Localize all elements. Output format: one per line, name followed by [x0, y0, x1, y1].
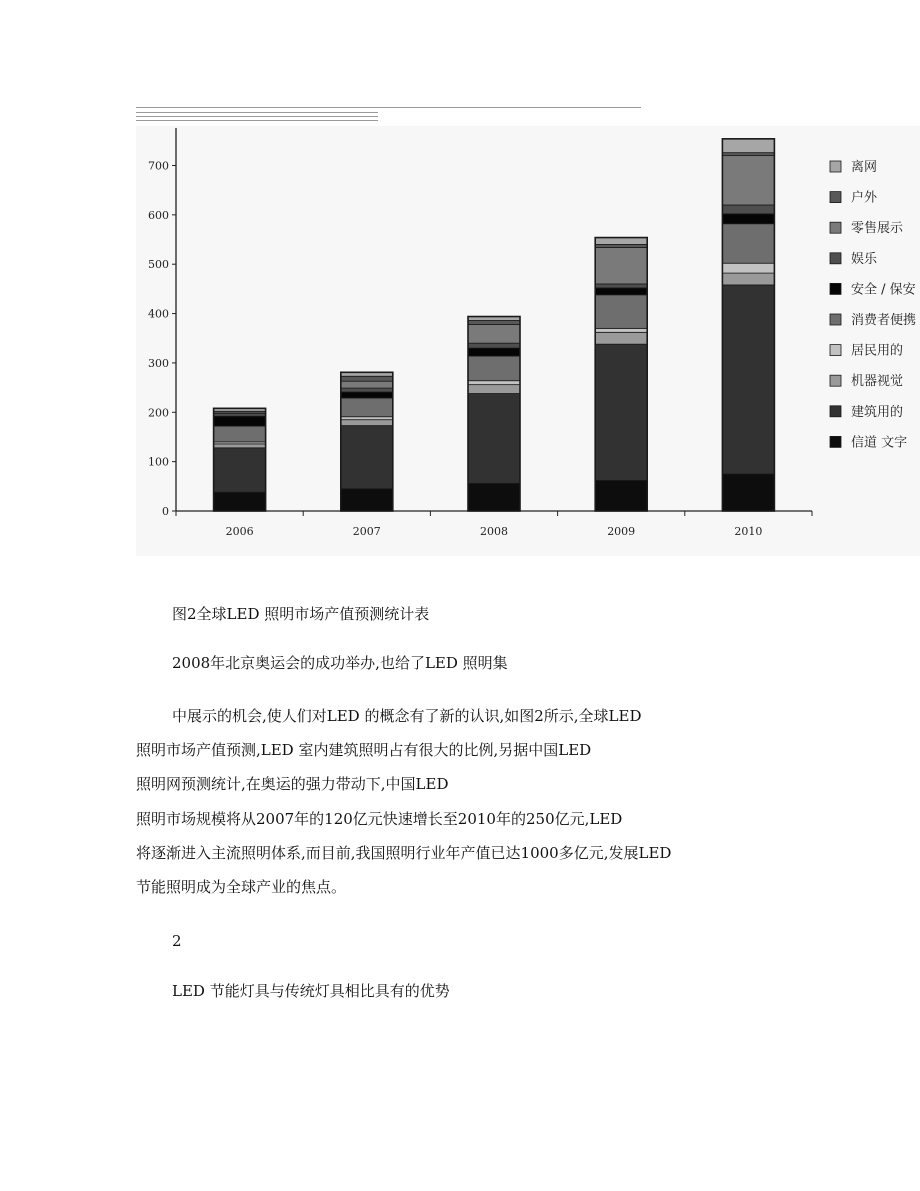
section-heading: LED 节能灯具与传统灯具相比具有的优势: [172, 982, 450, 1000]
legend-label: 安全 / 保安: [851, 282, 916, 298]
body-paragraph-line: 节能照明成为全球产业的焦点。: [136, 878, 347, 896]
bar-segment: [468, 320, 520, 324]
section-number: 2: [172, 932, 182, 950]
x-tick-label: 2009: [607, 525, 636, 538]
body-paragraph-line: 照明市场产值预测,LED 室内建筑照明占有很大的比例,另据中国LED: [136, 741, 592, 759]
bar-segment: [468, 324, 520, 343]
bar-segment: [722, 156, 774, 205]
body-paragraph-line: 照明市场规模将从2007年的120亿元快速增长至2010年的250亿元,LED: [136, 810, 623, 828]
legend-label: 娱乐: [851, 251, 878, 267]
legend-label: 建筑用的: [851, 404, 904, 420]
bar-segment: [468, 385, 520, 394]
bar-segment: [722, 214, 774, 224]
legend-label: 零售展示: [851, 221, 904, 237]
legend-swatch: [830, 253, 841, 264]
y-tick-label: 400: [148, 307, 169, 321]
bar-segment: [722, 224, 774, 263]
bar-segment: [468, 394, 520, 484]
x-tick-label: 2006: [225, 525, 254, 538]
legend-swatch: [830, 283, 841, 294]
legend-label: 机器视觉: [851, 374, 904, 390]
x-tick-label: 2010: [734, 525, 763, 538]
bar-segment: [595, 328, 647, 332]
bar-segment: [722, 474, 774, 511]
legend-swatch: [830, 314, 841, 325]
header-rule: [136, 112, 378, 113]
bar-segment: [341, 392, 393, 398]
bar-segment: [341, 420, 393, 426]
body-paragraph-line: 2008年北京奥运会的成功举办,也给了LED 照明集: [172, 654, 508, 672]
legend-label: 居民用的: [851, 343, 904, 359]
legend-label: 信道 文字: [851, 435, 908, 451]
bar-segment: [722, 273, 774, 285]
bar-segment: [468, 381, 520, 385]
y-tick-label: 100: [148, 455, 169, 469]
bar-segment: [341, 398, 393, 417]
legend-label: 离网: [851, 160, 878, 175]
y-tick-label: 700: [148, 159, 169, 173]
bar-segment: [595, 332, 647, 344]
legend-swatch: [830, 436, 841, 447]
bar-segment: [214, 444, 266, 448]
bar-segment: [595, 344, 647, 480]
bar-segment: [595, 480, 647, 511]
header-rule: [136, 116, 378, 117]
figure-caption: 图2全球LED 照明市场产值预测统计表: [172, 605, 430, 623]
bar-segment: [214, 492, 266, 511]
bar-segment: [341, 388, 393, 392]
body-paragraph-line: 照明网预测统计,在奥运的强力带动下,中国LED: [136, 775, 449, 793]
bar-segment: [341, 426, 393, 489]
bar-segment: [595, 247, 647, 284]
legend-swatch: [830, 161, 841, 172]
bar-segment: [468, 483, 520, 511]
y-tick-label: 200: [148, 406, 169, 420]
bar-segment: [722, 285, 774, 474]
header-rule: [136, 120, 378, 121]
bar-segment: [595, 288, 647, 295]
bar-segment: [468, 356, 520, 381]
bar-segment: [214, 426, 266, 442]
bar-segment: [722, 263, 774, 273]
body-paragraph-line: 将逐渐进入主流照明体系,而目前,我国照明行业年产值已达1000多亿元,发展LED: [136, 844, 672, 862]
y-tick-label: 500: [148, 258, 169, 272]
legend-swatch: [830, 192, 841, 203]
bar-segment: [595, 284, 647, 288]
y-tick-label: 300: [148, 356, 169, 370]
bar-segment: [214, 413, 266, 416]
stacked-bar-chart: [136, 126, 920, 556]
body-paragraph-line: 中展示的机会,使人们对LED 的概念有了新的认识,如图2所示,全球LED: [172, 707, 642, 725]
x-tick-label: 2007: [352, 525, 381, 538]
bar-segment: [214, 448, 266, 492]
bar-segment: [468, 348, 520, 356]
legend-swatch: [830, 222, 841, 233]
y-tick-label: 600: [148, 208, 169, 222]
bar-segment: [722, 139, 774, 153]
bar-segment: [341, 376, 393, 381]
bar-segment: [595, 238, 647, 245]
chart-figure: [136, 126, 920, 556]
bar-segment: [722, 205, 774, 214]
bar-segment: [341, 381, 393, 388]
legend-swatch: [830, 406, 841, 417]
header-rule-top: [136, 107, 641, 108]
bar-segment: [722, 153, 774, 156]
bar-segment: [595, 295, 647, 329]
y-tick-label: 0: [162, 505, 169, 518]
legend-label: 消费者便携: [851, 313, 917, 328]
legend-label: 户外: [851, 190, 878, 206]
legend-swatch: [830, 375, 841, 386]
bar-segment: [595, 244, 647, 247]
bar-segment: [214, 416, 266, 426]
bar-segment: [468, 343, 520, 348]
bar-segment: [341, 489, 393, 511]
x-tick-label: 2008: [480, 525, 508, 538]
bar-segment: [341, 417, 393, 420]
legend-swatch: [830, 345, 841, 356]
